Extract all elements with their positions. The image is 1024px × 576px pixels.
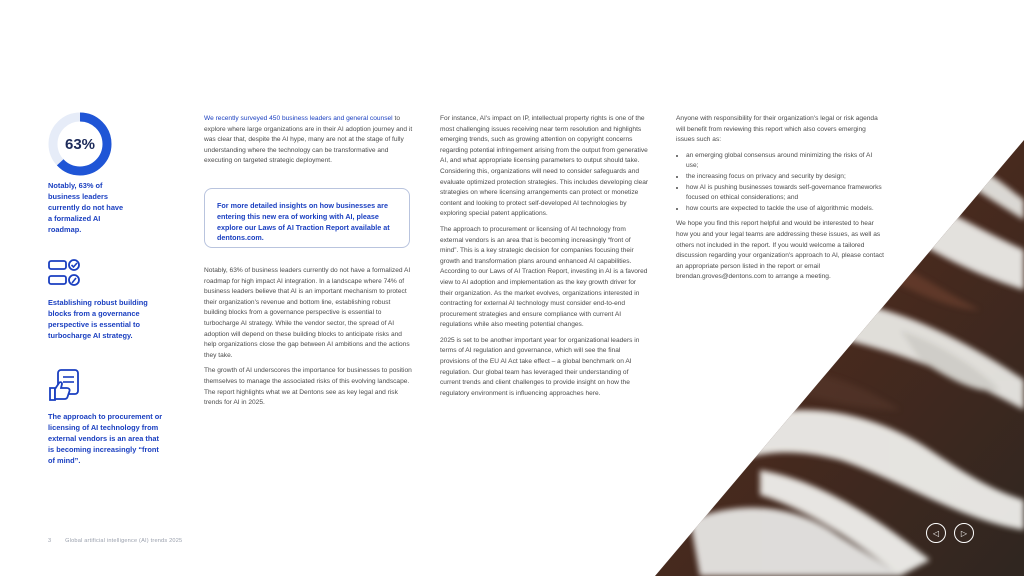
- list-item: • how courts are expected to tackle the use of algorithmic models.: [686, 204, 886, 215]
- survey-link[interactable]: We recently surveyed 450 business leaders and general counsel: [204, 115, 393, 122]
- col3-paragraph-2: We hope you find this report helpful and would be interested to hear how you and your legal teams are addressing these issues, as well as others not included in the report. If you would welcome a tailored discussion regarding your organization's approach to AI, please contact an appropriate person listed in the report or email brendan.groves@dentons.com to arrange a meeting.: [676, 220, 884, 281]
- list-item: • how AI is pushing businesses towards self-governance frameworks focused on ethical considerations; and: [686, 183, 886, 204]
- chevron-right-icon: ▷: [960, 528, 968, 538]
- col2-paragraph-1: For instance, AI's impact on IP, intellectual property rights is one of the most challenging issues receiving near term resolution and highlights emerging trends, such as growing attention on copyright concerns regarding potential infringement arising from the output from generative AI, and what appropriate licensing parameters to output should take. Considering this, organizations will need to consider safeguards and evaluate optimized protection strategies. This includes developing clear strategies on where licensing arrangements can protect or monetize content and looking to protect self-developed AI technologies by exploring special patent applications.: [440, 115, 649, 218]
- col1-paragraph-2: Notably, 63% of business leaders currently do not have a formalized AI roadmap for high impact AI integration. In a landscape where 74% of business leaders believe that AI is an important mechanism to protect their organization's revenue and bottom line, establishing robust building blocks from a governance perspective is essential to turbocharge AI strategy. While the vendor sector, the spread of AI adoption will depend on these building blocks to anticipate risks and help organizations close the gap between AI ambitions and the actions they take.: [204, 267, 411, 359]
- col3-paragraph-1: Anyone with responsibility for their organization's legal or risk agenda will benefit from reviewing this report which also covers emerging issues such as:: [676, 115, 878, 144]
- list-item: • the increasing focus on privacy and security by design;: [686, 172, 886, 183]
- col2-paragraph-3: 2025 is set to be another important year for organizational leaders in terms of AI regulation and governance, which will see the final provisions of the EU AI Act take effect – a global benchmark on AI regulation. Our global team has leveraged their understanding of current trends and client challenges to provide insight on how the regulatory environment is influencing approaches here.: [440, 336, 640, 397]
- page-number: 3: [48, 538, 52, 544]
- page-footer: [48, 538, 194, 544]
- callout-text-2: available at dentons.com.: [217, 222, 390, 243]
- column-1: [204, 114, 414, 172]
- report-link[interactable]: Laws of AI Traction Report: [258, 222, 349, 232]
- issues-list: [676, 151, 886, 215]
- procurement-caption: The approach to procurement or licensing of AI technology from external vendors is an area that is becoming increasingly “front of mind”.: [48, 412, 163, 465]
- percentage-ring-chart: [48, 112, 112, 176]
- chevron-left-icon: ◁: [932, 528, 940, 538]
- col1-paragraph-1: [204, 114, 414, 167]
- col1-paragraph-1-text: to explore where large organizations are in their AI adoption journey and it was clear that, despite the AI hype, many are not at the stage of fully understanding where the technology can be transformative and executing on targeted strategic deployment.: [204, 115, 413, 165]
- thumbs-up-document-icon: [48, 368, 82, 402]
- checklist-icon: [48, 258, 82, 288]
- stat-caption: Notably, 63% of business leaders currently do not have a formalized AI roadmap.: [48, 181, 124, 234]
- column-3: [676, 114, 886, 288]
- callout-text-1: For more detailed insights on how businesses are entering this new era of working with AI, please explore our: [217, 201, 388, 232]
- list-item: • an emerging global consensus around minimizing the risks of AI use;: [686, 151, 886, 172]
- report-callout-box: [204, 188, 410, 248]
- document-title: Global artificial intelligence (AI) trends 2025: [65, 538, 183, 544]
- building-blocks-caption: Establishing robust building blocks from a governance perspective is essential to turbocharge AI strategy.: [48, 298, 148, 340]
- column-1-lower: [204, 266, 414, 414]
- stat-percentage: 63%: [64, 135, 96, 153]
- col1-paragraph-3: The growth of AI underscores the importance for businesses to position themselves to manage the associated risks of this evolving landscape. The report highlights what we at Dentons see as key legal and risk trends for AI in 2025.: [204, 367, 412, 407]
- next-page-button[interactable]: [954, 523, 974, 543]
- previous-page-button[interactable]: [926, 523, 946, 543]
- column-2: [440, 114, 650, 404]
- col2-paragraph-2: The approach to procurement or licensing of AI technology from external vendors is an area that is becoming increasingly “front of mind”. This is a key strategic decision for companies focusing their growth and transformation plans around enhanced AI capabilities. According to our Laws of AI Traction Report, investing in AI is a favored view to AI adoption and implementation as the key growth driver for their organization. As the market evolves, organizations interested in contracting for external AI technology must consider end-to-end procurement strategies and ensure compliance with current AI regulations while also meeting potential changes.: [440, 225, 648, 329]
